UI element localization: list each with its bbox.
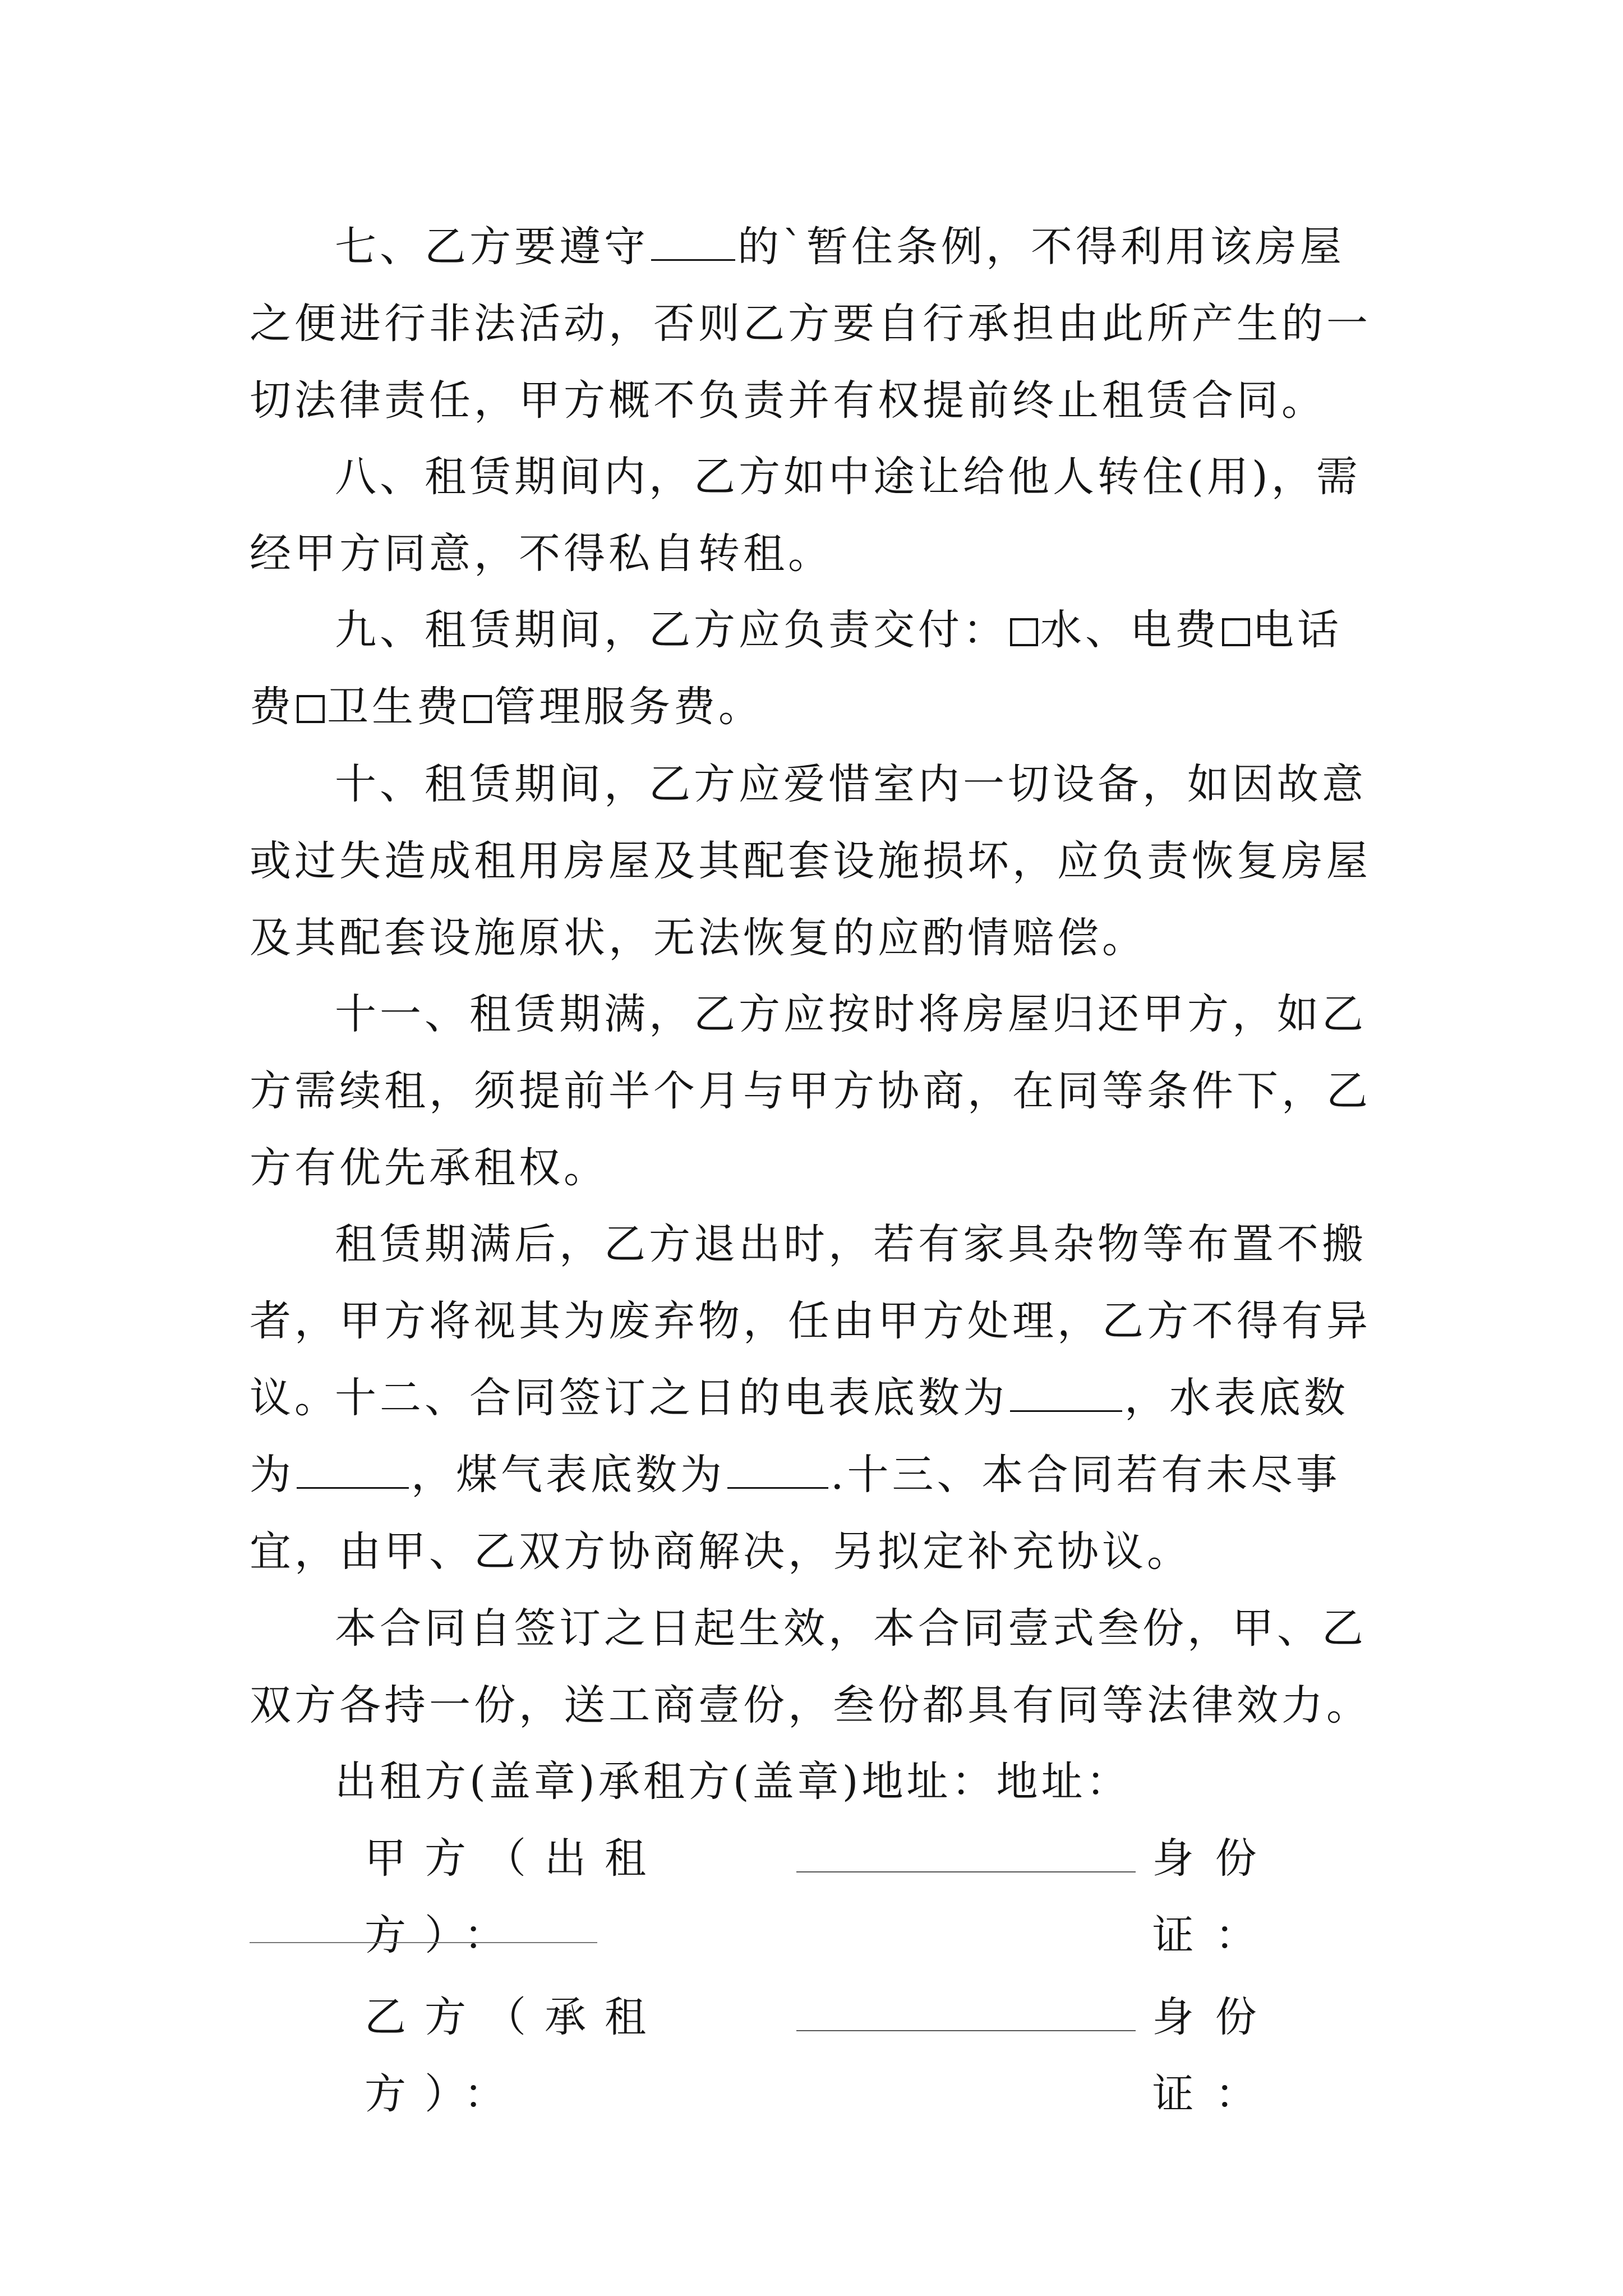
party-a-line — [250, 1820, 1382, 1974]
party-b-label: 乙方（承租方）： — [365, 1993, 665, 2118]
party-b-name-blank — [796, 1996, 1136, 2031]
clause-10: 十、租赁期间，乙方应爱惜室内一切设备，如因故意或过失造成租用房屋及其配套设施损坏，应负责恢复房屋及其配套设施原状，无法恢复的应酌情赔偿。 — [250, 760, 1371, 962]
clause-7 — [250, 209, 1382, 439]
clause-11-supplement: 租赁期满后，乙方退出时，若有家具杂物等布置不搬者，甲方将视其为废弃物，任由甲方处理，乙方不得有异议。 — [250, 1220, 1371, 1422]
clause-9-item-1: 水、电费 — [1040, 606, 1220, 654]
signature-header: 出租方(盖章)承租方(盖章)地址：地址： — [335, 1757, 1131, 1806]
checkbox-icon — [1010, 618, 1038, 646]
party-a-id-blank — [250, 1942, 597, 1943]
party-b-id-label: 身份证： — [1152, 1993, 1278, 2118]
clause-12-text-b: ，水表底数为 — [250, 1374, 1349, 1499]
clause-12-text-d: .十三、本合同若有未尽事宜，由甲、乙双方协商解决，另拟定补充协议。 — [250, 1451, 1341, 1576]
blank-electric-reading — [1010, 1371, 1122, 1412]
clause-12 — [250, 1360, 1382, 1590]
blank-gas-reading — [727, 1448, 828, 1489]
clause-8: 八、租赁期间内，乙方如中途让给他人转住(用)，需经甲方同意，不得私自转租。 — [250, 453, 1361, 578]
clause-12-text-c: ，煤气表底数为 — [411, 1451, 725, 1499]
checkbox-icon — [1222, 618, 1250, 646]
blank-water-reading — [297, 1448, 409, 1489]
clause-11: 十一、租赁期满，乙方应按时将房屋归还甲方，如乙方需续租，须提前半个月与甲方协商，在同等条件下，乙方有优先承租权。 — [250, 990, 1371, 1192]
clause-9 — [250, 592, 1382, 746]
clause-7-text-b: 的`暂住条例，不得利用该房屋之便进行非法活动，否则乙方要自行承担由此所产生的一切法律责任，甲方概不负责并有权提前终止租赁合同。 — [250, 223, 1371, 425]
checkbox-icon — [297, 695, 325, 723]
checkbox-icon — [464, 695, 492, 723]
party-a-label: 甲方（出租方）： — [365, 1834, 665, 1959]
party-a-id-label: 身份证： — [1152, 1834, 1278, 1959]
party-b-line — [250, 1979, 1382, 2133]
effective-clause: 本合同自签订之日起生效，本合同壹式叁份，甲、乙双方各持一份，送工商壹份，叁份都具有同等法律效力。 — [250, 1604, 1371, 1729]
clause-12-text-a: 十二、合同签订之日的电表底数为 — [335, 1374, 1008, 1422]
party-a-name-blank — [796, 1838, 1136, 1872]
clause-9-lead: 九、租赁期间，乙方应负责交付： — [335, 606, 1008, 654]
clause-9-item-3: 卫生费 — [327, 683, 462, 731]
clause-7-text-a: 七、乙方要遵守 — [335, 223, 649, 271]
clause-9-item-4: 管理服务费。 — [494, 683, 763, 731]
blank-regulation — [651, 220, 735, 261]
clause-9-item-2: 电话费 — [250, 606, 1342, 731]
